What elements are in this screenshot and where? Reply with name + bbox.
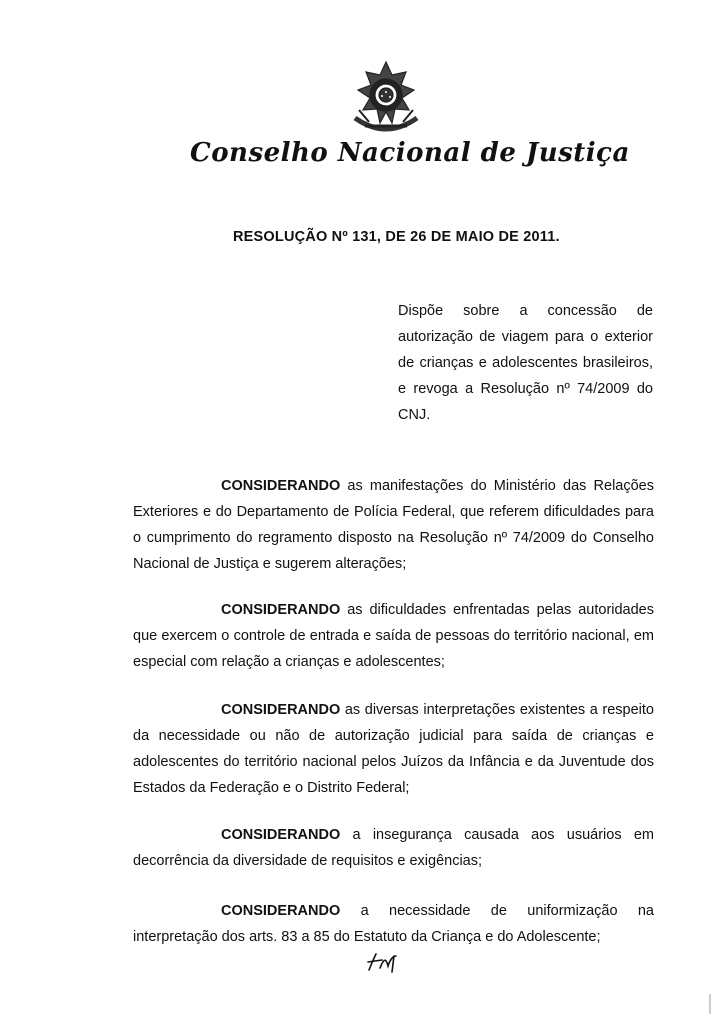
paragraph-text: as dificuldades enfrentadas pelas autoridades que exercem o controle de entrada e saída de pessoas do território nacional, em especial com relação a crianças e adolescentes; bbox=[133, 602, 654, 670]
considerando-keyword: CONSIDERANDO bbox=[221, 827, 341, 843]
council-name: Conselho Nacional de Justiça bbox=[190, 138, 630, 168]
considerando-keyword: CONSIDERANDO bbox=[221, 602, 341, 618]
considerando-keyword: CONSIDERANDO bbox=[221, 903, 341, 919]
resolution-title: RESOLUÇÃO Nº 131, DE 26 DE MAIO DE 2011. bbox=[233, 229, 560, 245]
scan-edge-mark bbox=[708, 994, 712, 1014]
considerando-paragraph-5 bbox=[133, 898, 654, 950]
considerando-keyword: CONSIDERANDO bbox=[221, 478, 341, 494]
paragraph-text: a necessidade de uniformização na interpretação dos arts. 83 a 85 do Estatuto da Criança e do Adolescente; bbox=[133, 903, 654, 945]
paragraph-text: as diversas interpretações existentes a respeito da necessidade ou não de autorização judicial para saída de crianças e adolescentes do território nacional pelos Juízos da Infância e da Juventude dos Estados da Federação e o Distrito Federal; bbox=[133, 702, 654, 796]
considerando-keyword: CONSIDERANDO bbox=[221, 702, 341, 718]
considerando-paragraph-1 bbox=[133, 473, 654, 577]
ementa-text: Dispõe sobre a concessão de autorização de viagem para o exterior de crianças e adolescentes brasileiros, e revoga a Resolução nº 74/2009 do CNJ. bbox=[398, 303, 653, 423]
considerando-paragraph-4 bbox=[133, 822, 654, 874]
considerando-paragraph-2 bbox=[133, 597, 654, 675]
paragraph-text: as manifestações do Ministério das Relações Exteriores e do Departamento de Polícia Federal, que referem dificuldades para o cumprimento do regramento disposto na Resolução nº 74/2009 do Conselho Nacional de Justiça e sugerem alterações; bbox=[133, 478, 654, 572]
ementa-block bbox=[398, 298, 653, 428]
considerando-paragraph-3 bbox=[133, 697, 654, 801]
paragraph-text: a insegurança causada aos usuários em decorrência da diversidade de requisitos e exigências; bbox=[133, 827, 654, 869]
brazil-coat-of-arms-icon bbox=[345, 60, 427, 142]
handwritten-initials-icon bbox=[366, 948, 402, 976]
